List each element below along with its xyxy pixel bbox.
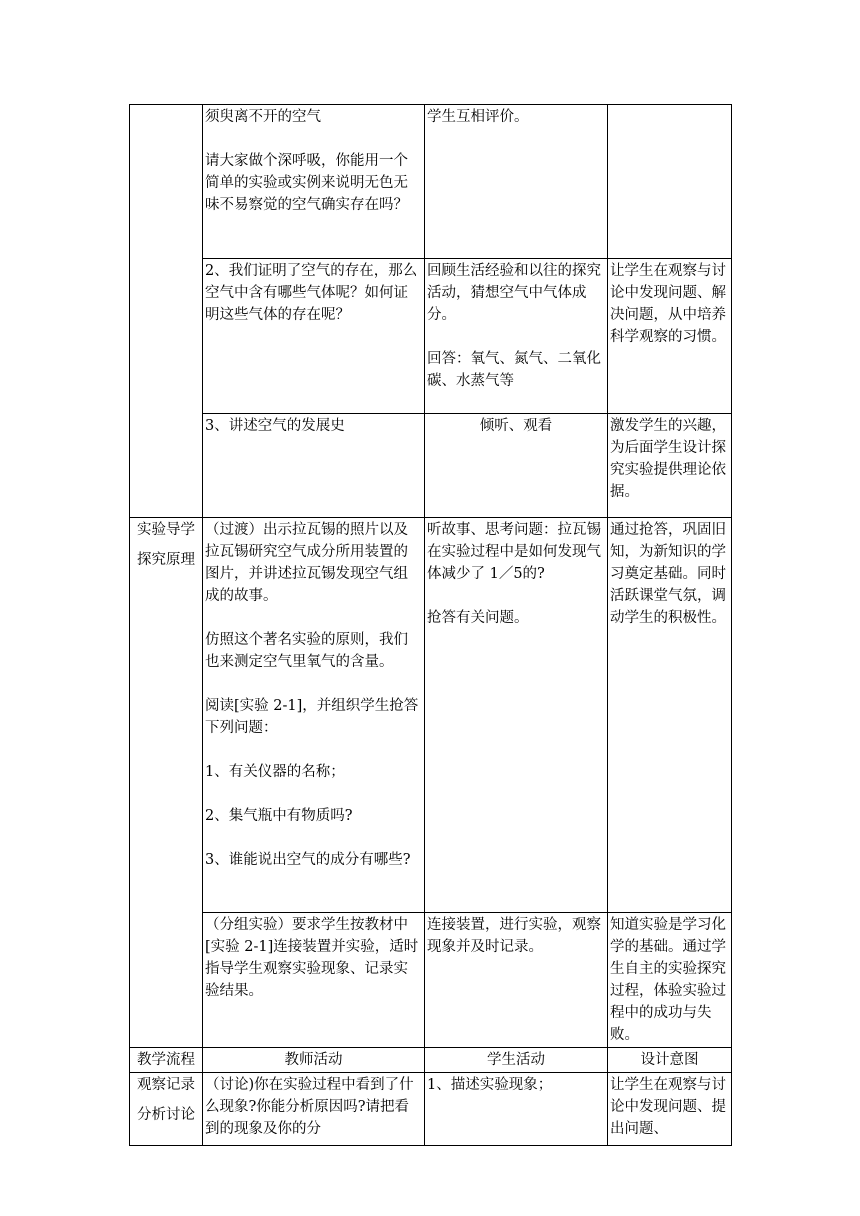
student-activity-cell [425, 1073, 608, 1146]
design-intent-cell [608, 1073, 732, 1146]
intent-text: 让学生在观察与讨论中发现问题、解决问题，从中培养科学观察的习惯。 [610, 262, 726, 345]
student-text: 回答：氧气、氮气、二氧化碳、水蒸气等 [427, 350, 601, 389]
student-activity-cell [425, 913, 608, 1048]
student-text: 抢答有关问题。 [427, 610, 529, 626]
teacher-text: 须臾离不开的空气 [205, 109, 321, 125]
teacher-activity-cell [203, 105, 425, 259]
design-intent-cell [608, 518, 732, 913]
teacher-text: 阅读[实验 2-1]，并组织学生抢答下列问题： [205, 698, 419, 736]
teacher-text: （分组实验）要求学生按教材中[实验 2-1]连接装置并实验，适时指导学生观察实验现象、记录实验结果。 [205, 917, 419, 999]
header-teacher: 教师活动 [203, 1048, 425, 1073]
teacher-text: 仿照这个著名实验的原则，我们也来测定空气里氧气的含量。 [205, 632, 408, 670]
student-text: 1、描述实验现象； [427, 1077, 553, 1093]
header-intent: 设计意图 [608, 1048, 732, 1073]
stage-cell [130, 518, 203, 1048]
student-activity-cell [425, 258, 608, 413]
stage-label: 探究原理 [137, 552, 195, 568]
intent-text: 知道实验是学习化学的基础。通过学生自主的实验探究过程，体验实验过程中的成功与失败。 [610, 917, 726, 1043]
teacher-text: 请大家做个深呼吸，你能用一个简单的实验或实例来说明无色无味不易察觉的空气确实存在吗？ [205, 153, 408, 213]
student-text: 听故事、思考问题：拉瓦锡在实验过程中是如何发现气体减少了 1／5的? [427, 522, 601, 582]
table-row [130, 518, 732, 913]
student-text: 回顾生活经验和以往的探究活动，猜想空气中气体成分。 [427, 262, 601, 323]
teacher-activity-cell [203, 1073, 425, 1146]
stage-cell [130, 1073, 203, 1146]
table-row [130, 258, 732, 413]
design-intent-cell [608, 258, 732, 413]
design-intent-cell [608, 413, 732, 517]
student-text: 连接装置，进行实验，观察现象并及时记录。 [427, 917, 601, 955]
teacher-text: 2、集气瓶中有物质吗? [205, 808, 353, 824]
stage-label: 实验导学 [137, 522, 195, 538]
teacher-text: 2、我们证明了空气的存在，那么空气中含有哪些气体呢？如何证明这些气体的存在呢？ [205, 262, 418, 323]
teacher-text: 3、谁能说出空气的成分有哪些? [205, 852, 411, 868]
student-activity-cell [425, 105, 608, 259]
intent-text: 通过抢答，巩固旧知，为新知识的学习奠定基础。同时活跃课堂气氛，调动学生的积极性。 [610, 522, 726, 626]
teacher-activity-cell [203, 413, 425, 517]
teacher-text: （讨论)你在实验过程中看到了什么现象?你能分析原因吗?请把看到的现象及你的分 [205, 1077, 414, 1137]
design-intent-cell [608, 913, 732, 1048]
teacher-activity-cell [203, 518, 425, 913]
teacher-activity-cell [203, 258, 425, 413]
intent-text: 激发学生的兴趣，为后面学生设计探究实验提供理论依据。 [610, 417, 726, 500]
student-text: 倾听、观看 [479, 417, 553, 434]
table-row [130, 1073, 732, 1146]
header-stage: 教学流程 [130, 1048, 203, 1073]
teacher-text: 3、讲述空气的发展史 [205, 417, 345, 434]
intent-text: 让学生在观察与讨论中发现问题、提出问题、 [610, 1077, 726, 1137]
student-activity-cell [425, 518, 608, 913]
table-row [130, 913, 732, 1048]
header-student: 学生活动 [425, 1048, 608, 1073]
student-activity-cell [425, 413, 608, 517]
teacher-activity-cell [203, 913, 425, 1048]
design-intent-cell [608, 105, 732, 259]
table-row [130, 413, 732, 517]
teacher-text: 1、有关仪器的名称； [205, 764, 345, 780]
table-header-row [130, 1048, 732, 1073]
stage-cell [130, 105, 203, 518]
stage-label: 观察记录 [137, 1077, 195, 1093]
stage-label: 分析讨论 [137, 1107, 195, 1123]
student-text: 学生互相评价。 [427, 109, 529, 125]
table-row [130, 105, 732, 259]
lesson-plan-table [129, 104, 732, 1146]
teacher-text: （过渡）出示拉瓦锡的照片以及拉瓦锡研究空气成分所用装置的图片，并讲述拉瓦锡发现空气组成的故事。 [205, 522, 408, 604]
